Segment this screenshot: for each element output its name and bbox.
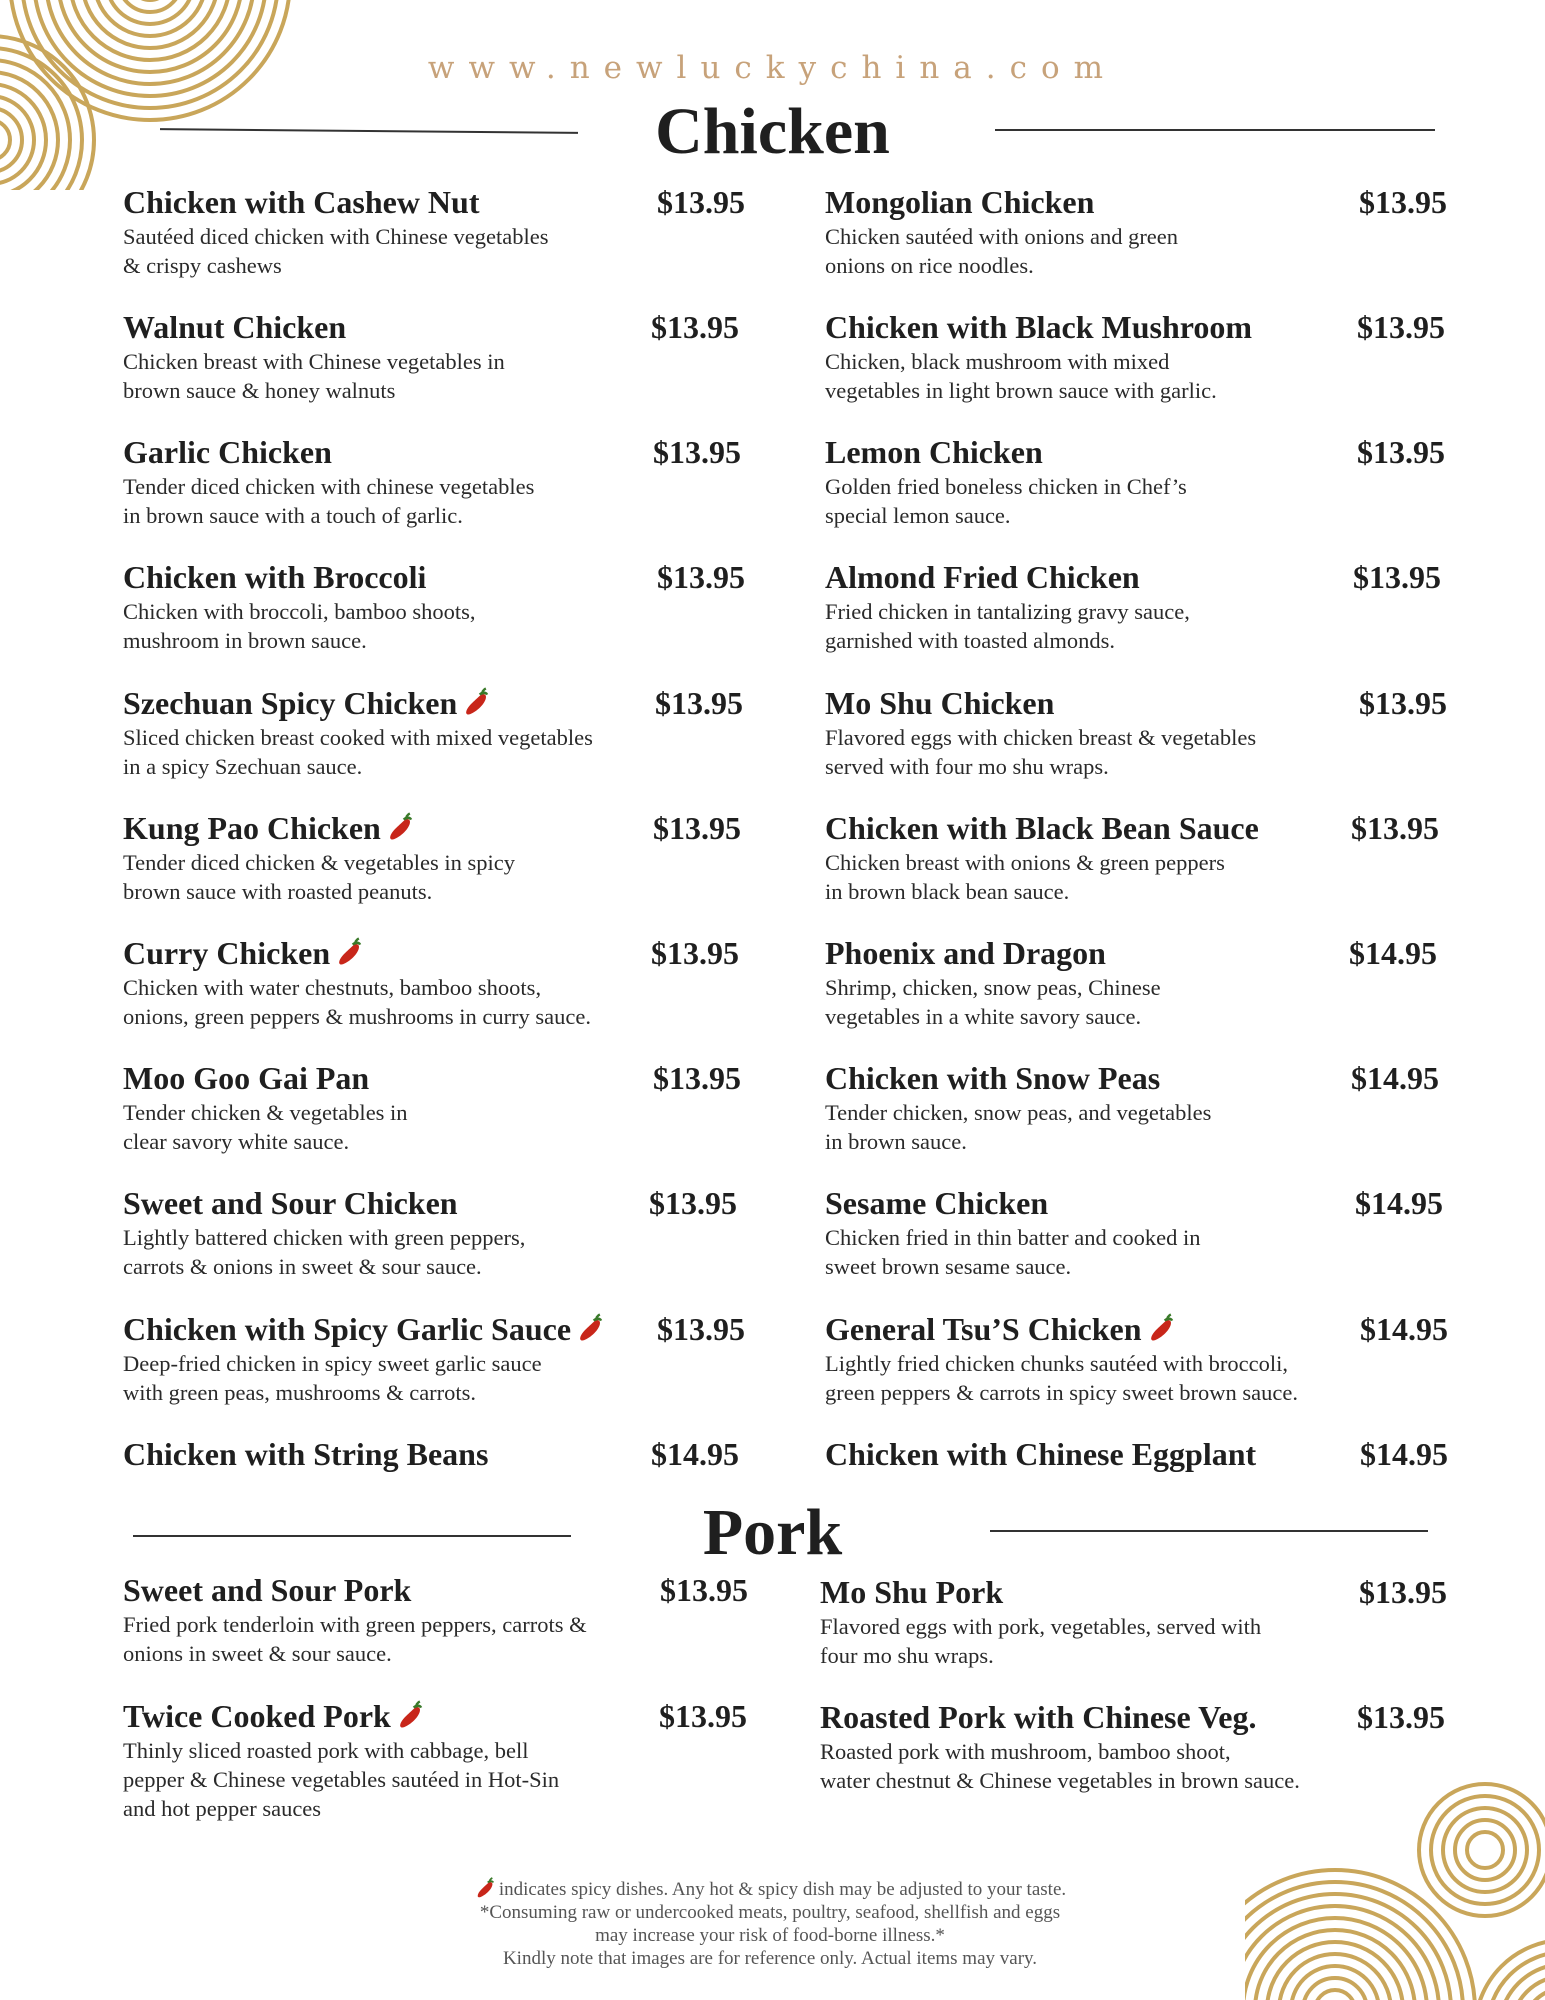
- menu-item: [123, 1183, 737, 1281]
- item-description: Sliced chicken breast cooked with mixed vegetables in a spicy Szechuan sauce.: [123, 725, 593, 779]
- item-name: Chicken with Black Bean Sauce: [825, 810, 1259, 846]
- item-description: Lightly battered chicken with green peppers, carrots & onions in sweet & sour sauce.: [123, 1225, 526, 1279]
- chicken-rule-right: [995, 129, 1435, 131]
- item-name: Chicken with Cashew Nut: [123, 184, 480, 220]
- menu-item: [123, 432, 741, 530]
- item-description: Chicken with water chestnuts, bamboo shoots, onions, green peppers & mushrooms in curry sauce.: [123, 975, 592, 1029]
- item-name: Phoenix and Dragon: [825, 935, 1106, 971]
- chili-pepper-icon: [461, 686, 491, 718]
- item-description: Chicken breast with Chinese vegetables in brown sauce & honey walnuts: [123, 349, 505, 403]
- item-name: Sweet and Sour Chicken: [123, 1185, 458, 1221]
- item-price: $13.95: [653, 434, 741, 470]
- item-description: Tender chicken & vegetables in clear savory white sauce.: [123, 1100, 408, 1154]
- item-description: Tender diced chicken & vegetables in spicy brown sauce with roasted peanuts.: [123, 850, 516, 904]
- pork-section-title: Pork: [702, 1496, 843, 1569]
- item-price: $13.95: [653, 810, 741, 846]
- item-description: Chicken fried in thin batter and cooked in sweet brown sesame sauce.: [825, 1225, 1201, 1279]
- item-price: $14.95: [651, 1436, 739, 1472]
- item-description: Deep-fried chicken in spicy sweet garlic sauce with green peas, mushrooms & carrots.: [123, 1351, 542, 1405]
- item-price: $13.95: [657, 184, 745, 220]
- item-price: $13.95: [657, 559, 745, 595]
- chili-pepper-icon: [395, 1699, 425, 1731]
- item-name: Chicken with Snow Peas: [825, 1060, 1161, 1096]
- item-price: $14.95: [1360, 1311, 1448, 1347]
- item-price: $13.95: [653, 1060, 741, 1096]
- item-price: $14.95: [1349, 935, 1437, 971]
- item-price: $13.95: [657, 1311, 745, 1347]
- item-name: Sweet and Sour Pork: [123, 1572, 412, 1608]
- item-name: Twice Cooked Pork: [123, 1696, 649, 1736]
- item-price: $13.95: [660, 1572, 748, 1608]
- website-url: www.newluckychina.com: [427, 50, 1118, 86]
- footer-line-2: *Consuming raw or undercooked meats, poultry, seafood, shellfish and eggs: [479, 1902, 1061, 1923]
- item-name: Lemon Chicken: [825, 434, 1043, 470]
- item-description: Flavored eggs with chicken breast & vegetables served with four mo shu wraps.: [825, 725, 1257, 779]
- item-price: $13.95: [1351, 810, 1439, 846]
- footer-line-1: indicates spicy dishes. Any hot & spicy dish may be adjusted to your taste.: [498, 1879, 1067, 1900]
- menu-item: [825, 307, 1445, 405]
- item-description: Chicken with broccoli, bamboo shoots, mushroom in brown sauce.: [123, 599, 476, 653]
- chicken-section-title: Chicken: [655, 95, 890, 168]
- item-name: Szechuan Spicy Chicken: [123, 683, 645, 723]
- menu-item: [820, 1572, 1447, 1670]
- item-description: Chicken, black mushroom with mixed vegetables in light brown sauce with garlic.: [825, 349, 1217, 403]
- item-name: Garlic Chicken: [123, 434, 332, 470]
- footer-line-4: Kindly note that images are for reference only. Actual items may vary.: [502, 1948, 1038, 1969]
- menu-item: [825, 1309, 1448, 1407]
- menu-item: [825, 808, 1439, 906]
- item-name: Moo Goo Gai Pan: [123, 1060, 370, 1096]
- item-price: $13.95: [655, 685, 743, 721]
- spicy-legend: [360, 1876, 1180, 1901]
- item-description: Flavored eggs with pork, vegetables, served with four mo shu wraps.: [820, 1614, 1262, 1668]
- item-description: Sautéed diced chicken with Chinese vegetables & crispy cashews: [123, 224, 549, 278]
- menu-item: [825, 432, 1445, 530]
- item-description: Chicken breast with onions & green peppers in brown black bean sauce.: [825, 850, 1225, 904]
- chili-pepper-icon: [575, 1312, 605, 1344]
- menu-item: [123, 1570, 748, 1668]
- item-description: Lightly fried chicken chunks sautéed with broccoli, green peppers & carrots in spicy sweet brown sauce.: [825, 1351, 1298, 1405]
- item-description: Tender diced chicken with chinese vegetables in brown sauce with a touch of garlic.: [123, 474, 535, 528]
- item-price: $13.95: [651, 935, 739, 971]
- menu-item: [123, 307, 739, 405]
- pork-rule-right: [990, 1530, 1428, 1532]
- chili-pepper-icon: [474, 1876, 496, 1900]
- item-name: Walnut Chicken: [123, 309, 347, 345]
- footer-notes: [360, 1876, 1180, 1970]
- item-price: $13.95: [1357, 434, 1445, 470]
- item-price: $13.95: [1357, 309, 1445, 345]
- menu-item: [825, 182, 1447, 280]
- gold-arc-pattern-bottom-right: [1245, 1780, 1545, 2000]
- item-description: Roasted pork with mushroom, bamboo shoot, water chestnut & Chinese vegetables in brown sauce.: [820, 1739, 1300, 1793]
- item-name: Curry Chicken: [123, 933, 641, 973]
- item-name: Mongolian Chicken: [825, 184, 1095, 220]
- item-price: $13.95: [649, 1185, 737, 1221]
- menu-item: [825, 683, 1447, 781]
- item-description: Thinly sliced roasted pork with cabbage, bell pepper & Chinese vegetables sautéed in Hot-Sin and hot pepper sauces: [123, 1738, 560, 1821]
- item-price: $13.95: [1359, 685, 1447, 721]
- item-name: General Tsu’S Chicken: [825, 1309, 1350, 1349]
- menu-item: [825, 1058, 1439, 1156]
- menu-item: [123, 1696, 747, 1823]
- item-description: Chicken sautéed with onions and green onions on rice noodles.: [825, 224, 1179, 278]
- menu-item: [123, 808, 741, 906]
- menu-item: [123, 1434, 739, 1474]
- menu-item: [825, 557, 1441, 655]
- item-name: Mo Shu Pork: [820, 1574, 1004, 1610]
- menu-item: [123, 1309, 745, 1407]
- menu-item: [123, 557, 745, 655]
- item-name: Chicken with Black Mushroom: [825, 309, 1253, 345]
- menu-item: [825, 933, 1437, 1031]
- item-price: $13.95: [651, 309, 739, 345]
- item-description: Tender chicken, snow peas, and vegetables in brown sauce.: [825, 1100, 1212, 1154]
- item-price: $14.95: [1360, 1436, 1448, 1472]
- item-name: Chicken with String Beans: [123, 1436, 489, 1472]
- menu-item: [825, 1183, 1443, 1281]
- item-name: Chicken with Spicy Garlic Sauce: [123, 1309, 647, 1349]
- item-price: $13.95: [1359, 184, 1447, 220]
- chili-pepper-icon: [1146, 1312, 1176, 1344]
- menu-item: [820, 1697, 1445, 1795]
- item-name: Chicken with Chinese Eggplant: [825, 1436, 1257, 1472]
- item-name: Mo Shu Chicken: [825, 685, 1055, 721]
- item-price: $13.95: [1357, 1699, 1445, 1735]
- chili-pepper-icon: [385, 811, 415, 843]
- item-name: Almond Fried Chicken: [825, 559, 1140, 595]
- item-price: $14.95: [1355, 1185, 1443, 1221]
- footer-line-3: may increase your risk of food-borne illness.*: [595, 1925, 945, 1946]
- item-description: Shrimp, chicken, snow peas, Chinese vegetables in a white savory sauce.: [825, 975, 1161, 1029]
- item-description: Fried chicken in tantalizing gravy sauce, garnished with toasted almonds.: [825, 599, 1190, 653]
- menu-item: [825, 1434, 1448, 1474]
- item-price: $13.95: [1353, 559, 1441, 595]
- item-price: $13.95: [1359, 1574, 1447, 1610]
- menu-item: [123, 933, 739, 1031]
- item-description: Fried pork tenderloin with green peppers, carrots & onions in sweet & sour sauce.: [123, 1612, 587, 1666]
- menu-item: [123, 1058, 741, 1156]
- menu-item: [123, 182, 745, 280]
- menu-item: [123, 683, 743, 781]
- item-name: Chicken with Broccoli: [123, 559, 427, 595]
- item-name: Roasted Pork with Chinese Veg.: [820, 1699, 1257, 1735]
- chili-pepper-icon: [334, 936, 364, 968]
- item-price: $14.95: [1351, 1060, 1439, 1096]
- item-description: Golden fried boneless chicken in Chef’s special lemon sauce.: [825, 474, 1187, 528]
- item-name: Kung Pao Chicken: [123, 808, 643, 848]
- item-price: $13.95: [659, 1698, 747, 1734]
- item-name: Sesame Chicken: [825, 1185, 1049, 1221]
